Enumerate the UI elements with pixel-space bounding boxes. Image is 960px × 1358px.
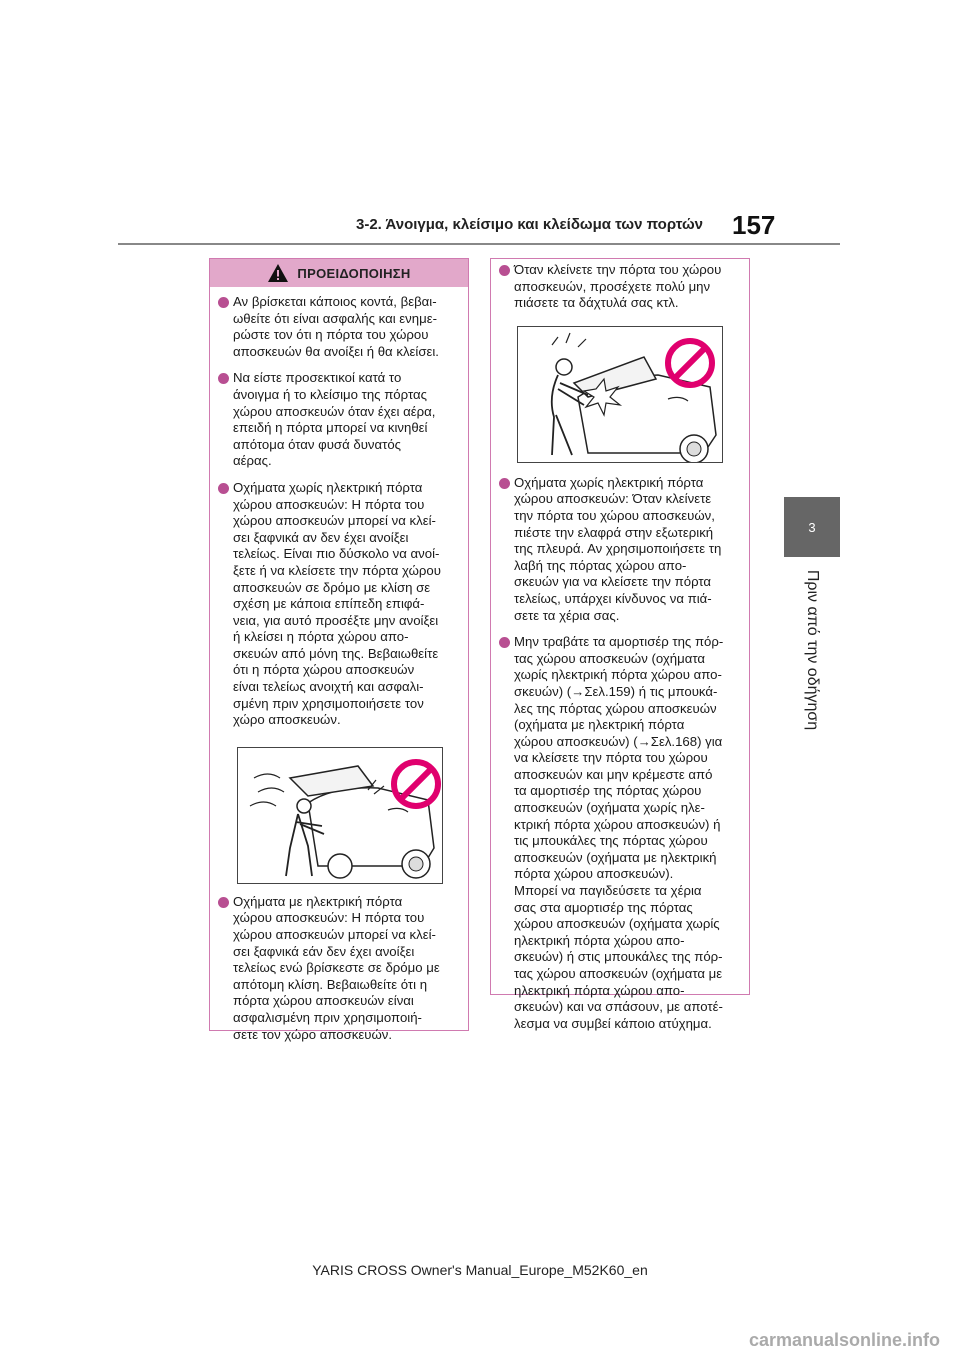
- warning-item-text: Αν βρίσκεται κάποιος κοντά, βεβαι- ωθείτε ότι είναι ασφαλής και ενημε- ρώστε τον ότι η πόρτα του χώρου αποσκευών θα ανοίξει ή θα κλείσει.: [233, 294, 439, 359]
- warning-item-text: Οχήματα χωρίς ηλεκτρική πόρτα χώρου αποσκευών: Όταν κλείνετε την πόρτα του χώρου αποσκευών, πιέστε την ελαφρά στην εξωτερική της πλευρά. Αν χρησιμοποιήσετε τη λαβή της πόρτας χώρου απο- σκευών για να κλείσετε την πόρτα τελείως, υπάρχει κίνδυνος να πιά- σετε τα χέρια σας.: [514, 474, 722, 623]
- warning-item-text: Μην τραβάτε τα αμορτισέρ της πόρ- τας χώρου αποσκευών (οχήματα χωρίς ηλεκτρική πόρτα χώρου απο- σκευών) (→Σελ.159) ή τις μπουκά- λες της πόρτας χώρου αποσκευών (οχήματα με ηλεκτρική πόρτα χώρου αποσκευών) (→Σελ.168) για να κλείσετε την πόρτα του χώρου αποσκευών και μην κρέμεστε από τα αμορτισέρ της πόρτας χώρου αποσκευών (οχήματα χωρίς ηλε- κτρική πόρτα χώρου αποσκευών) ή τις μπουκάλες της πόρτας χώρου αποσκευών (οχήματα με ηλεκτρική πόρτα χώρου αποσκευών). Μπορεί να παγιδεύσετε τα χέρια σας στα αμορτισέρ της πόρτας χώρου αποσκευών (οχήματα χωρίς ηλεκτρική πόρτα χώρου απο- σκευών) ή στις μπουκάλες της πόρ- τας χώρου αποσκευών (οχήματα με ηλεκτρική πόρτα χώρου απο- σκευών) και να σπάσουν, με αποτέ- λεσμα να συμβεί κάποιο ατύχημα.: [514, 634, 724, 1031]
- section-title: 3-2. Άνοιγμα, κλείσιμο και κλείδωμα των πορτών: [356, 216, 703, 233]
- bullet-dot: [218, 897, 229, 908]
- warning-item: [214, 480, 460, 729]
- chapter-side-label: Πριν από την οδήγηση: [804, 569, 821, 731]
- bullet-dot: [499, 637, 510, 648]
- bullet-dot: [218, 373, 229, 384]
- warning-item: [214, 370, 460, 470]
- warning-item-text: Όταν κλείνετε την πόρτα του χώρου αποσκευών, προσέχετε πολύ μην πιάσετε τα δάχτυλά σας κτλ.: [514, 262, 722, 311]
- watermark: carmanualsonline.info: [748, 1330, 940, 1350]
- warning-item: [495, 262, 741, 312]
- warning-item-text: Οχήματα με ηλεκτρική πόρτα χώρου αποσκευών: Η πόρτα του χώρου αποσκευών μπορεί να κλεί- σει ξαφνικά εάν δεν έχει ανοίξει τελείως ενώ βρίσκεστε σε δρόμο με απότομη κλίση. Βεβαιωθείτε ότι η πόρτα χώρου αποσκευών είναι ασφαλισμένη πριν χρησιμοποιή- σετε τον χώρο αποσκευών.: [233, 893, 440, 1042]
- warning-item-text: Να είστε προσεκτικοί κατά το άνοιγμα ή το κλείσιμο της πόρτας χώρου αποσκευών όταν έχει αέρα, επειδή η πόρτα μπορεί να κινηθεί απότομα όταν φυσά δυνατός αέρας.: [233, 370, 436, 469]
- page-number: 157: [732, 210, 776, 240]
- warning-item: [214, 894, 460, 1043]
- bullet-dot: [499, 265, 510, 276]
- illustration-finger-pinch: [517, 326, 723, 463]
- warning-title: ΠΡΟΕΙΔΟΠΟΙΗΣΗ: [297, 265, 411, 281]
- warning-item: [214, 294, 460, 360]
- warning-item-text: Οχήματα χωρίς ηλεκτρική πόρτα χώρου αποσκευών: Η πόρτα του χώρου αποσκευών μπορεί να κλεί- σει ξαφνικά αν δεν έχει ανοίξει τελείως. Είναι πιο δύσκολο να ανοί- ξετε ή να κλείσετε την πόρτα χώρου αποσκευών σε δρόμο με κλίση σε σχέση με κάποια επίπεδη επιφά- νεια, για αυτό προσέξτε μην ανοίξει ή κλείσει η πόρτα χώρου απο- σκευών από μόνη της. Βεβαιωθείτε ότι η πόρτα χώρου αποσκευών είναι τελείως ανοιχτή και ασφαλι- σμένη πριν χρησιμοποιήσετε τον χώρο αποσκευών.: [233, 479, 441, 728]
- warning-triangle-icon: [267, 263, 289, 283]
- warning-item: [495, 475, 741, 624]
- warning-panel-right: [490, 258, 750, 1031]
- bullet-dot: [218, 297, 229, 308]
- bullet-dot: [218, 483, 229, 494]
- bullet-dot: [499, 478, 510, 489]
- footer-manual-id: YARIS CROSS Owner's Manual_Europe_M52K60_en: [312, 1262, 648, 1278]
- header-divider: [118, 243, 840, 245]
- warning-header: [210, 259, 468, 287]
- warning-panel-left: [209, 258, 469, 1042]
- chapter-tab: 3: [784, 497, 840, 557]
- illustration-open-tailgate-wind: [237, 747, 443, 884]
- warning-item: [495, 634, 741, 1032]
